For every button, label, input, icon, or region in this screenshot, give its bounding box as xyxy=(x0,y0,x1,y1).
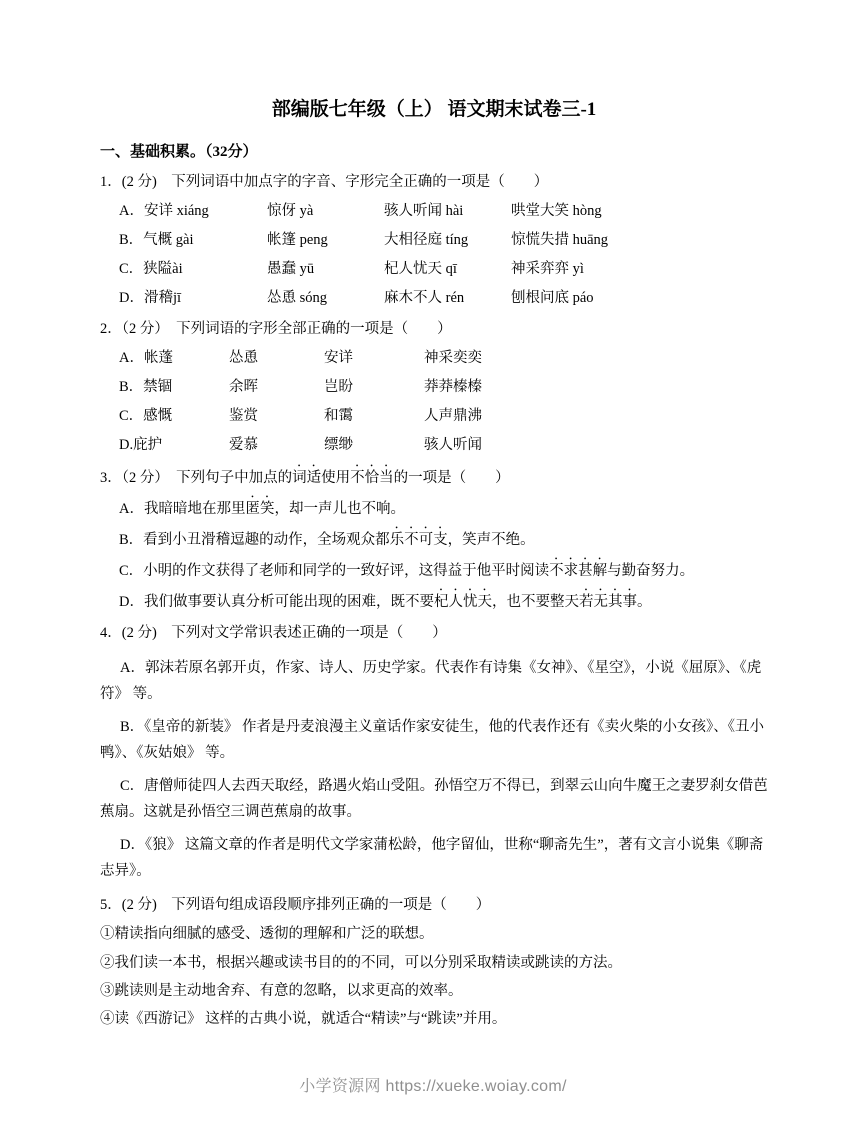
option-cell: 神采奕奕 xyxy=(424,349,482,366)
q5-sentence-2: ②我们读一本书，根据兴趣或读书目的的不同，可以分别采取精读或跳读的方法。 xyxy=(100,954,622,971)
q1-option-a xyxy=(100,197,768,226)
text-segment: A．我暗暗地在那里 xyxy=(119,500,246,517)
q1-option-c xyxy=(100,255,768,284)
q2-option-c xyxy=(100,402,768,431)
option-cell: 麻木不人 rén xyxy=(384,289,465,306)
q3-option-a xyxy=(100,493,768,524)
text-segment: B．看到小丑滑稽逗趣的动作，全场观众都 xyxy=(119,531,390,548)
q4-option-d: D．《狼》 这篇文章的作者是明代文学家蒲松龄，他字留仙，世称“聊斋先生”，著有文言小说集《聊斋志异》。 xyxy=(100,837,764,880)
q1-option-d xyxy=(100,284,768,313)
q5-sentence-1: ①精读指向细腻的感受、透彻的理解和广泛的联想。 xyxy=(100,926,434,943)
option-cell: 莽莽榛榛 xyxy=(424,378,482,395)
option-cell: 骇人听闻 xyxy=(424,436,482,453)
option-cell: 惊伢 yà xyxy=(267,202,314,219)
emphasized-word: 匿笑 xyxy=(245,500,275,517)
q4-option-c: C．唐僧师徒四人去西天取经，路遇火焰山受阻。孙悟空万不得已，到翠云山向牛魔王之妻罗刹女借芭蕉扇。这就是孙悟空三调芭蕉扇的故事。 xyxy=(100,777,768,820)
section-heading: 一、基础积累。（32分） xyxy=(100,143,258,160)
page-title: 部编版七年级（上） 语文期末试卷三-1 xyxy=(271,99,597,120)
text-segment: 。 xyxy=(636,593,652,610)
q2-option-a xyxy=(100,344,768,373)
option-cell: 怂恿 sóng xyxy=(267,289,328,306)
text-segment: C．小明的作文获得了老师和同学的一致好评，这得益于他平时阅读 xyxy=(119,562,550,579)
option-cell: 安详 xyxy=(324,349,353,366)
option-cell: 缥缈 xyxy=(324,436,353,453)
option-cell: 大相径庭 tíng xyxy=(384,231,469,248)
option-cell: A．帐蓬 xyxy=(119,349,173,366)
q3-stem xyxy=(100,462,768,493)
option-cell: 怂恿 xyxy=(229,349,258,366)
option-cell: 鉴赏 xyxy=(229,407,258,424)
option-cell: C．狭隘ài xyxy=(119,260,183,277)
option-cell: D．滑稽jī xyxy=(119,289,182,306)
option-cell: B．气概 gài xyxy=(119,231,194,248)
option-cell: D.庇护 xyxy=(119,436,163,453)
option-cell: 骇人听闻 hài xyxy=(384,202,464,219)
option-cell: 人声鼎沸 xyxy=(424,407,482,424)
option-cell: 帐篷 peng xyxy=(267,231,328,248)
option-cell: 神采弈弈 yì xyxy=(511,260,584,277)
emphasized-word: 词适 xyxy=(292,469,322,486)
text-segment: ，笑声不绝。 xyxy=(447,531,535,548)
option-cell: A．安详 xiáng xyxy=(119,202,209,219)
q5-stem: 5．(2 分) 下列语句组成语段顺序排列正确的一项是（ ） xyxy=(100,897,491,914)
q2-option-b xyxy=(100,373,768,402)
q4-option-a: A．郭沫若原名郭开贞，作家、诗人、历史学家。代表作有诗集《女神》、《星空》，小说《屈原》、《虎符》 等。 xyxy=(100,659,762,702)
q5-sentence-4: ④读《西游记》 这样的古典小说，就适合“精读”与“跳读”并用。 xyxy=(100,1011,507,1028)
text-segment: 的一项是（ ） xyxy=(393,469,510,486)
text-segment: 3．（2 分） 下列句子中加点的 xyxy=(100,469,293,486)
option-cell: 岂盼 xyxy=(324,378,353,395)
text-segment: ，也不要整天 xyxy=(491,593,579,610)
site-watermark: 小学资源网 https://xueke.woiay.com/ xyxy=(299,1078,567,1095)
text-segment: 与勤奋努力。 xyxy=(607,562,695,579)
text-segment: D．我们做事要认真分析可能出现的困难，既不要 xyxy=(119,593,434,610)
q1-stem: 1．(2 分) 下列词语中加点字的字音、字形完全正确的一项是（ ） xyxy=(100,173,549,190)
q2-options xyxy=(100,344,768,460)
text-segment: 使用 xyxy=(321,469,351,486)
option-cell: 刨根问底 páo xyxy=(511,289,594,306)
q5-sentence-3: ③跳读则是主动地舍弃、有意的忽略，以求更高的效率。 xyxy=(100,982,463,999)
option-cell: 和霭 xyxy=(324,407,353,424)
emphasized-word: 不恰当 xyxy=(350,469,394,486)
q3-option-c xyxy=(100,555,768,586)
option-cell: C．感慨 xyxy=(119,407,173,424)
option-cell: B．禁锢 xyxy=(119,378,173,395)
option-cell: 惊慌失措 huāng xyxy=(511,231,609,248)
q4-option-b: B．《皇帝的新装》 作者是丹麦浪漫主义童话作家安徒生，他的代表作还有《卖火柴的小女孩》、《丑小鸭》、《灰姑娘》 等。 xyxy=(100,718,765,761)
option-cell: 爱慕 xyxy=(229,436,258,453)
q4-stem: 4．(2 分) 下列对文学常识表述正确的一项是（ ） xyxy=(100,624,447,641)
emphasized-word: 不求甚解 xyxy=(549,562,608,579)
q1-options xyxy=(100,197,768,313)
emphasized-word: 杞人忧天 xyxy=(433,593,492,610)
q3-option-b xyxy=(100,524,768,555)
q2-stem: 2．（2 分） 下列词语的字形全部正确的一项是（ ） xyxy=(100,320,452,337)
emphasized-word: 乐不可支 xyxy=(389,531,448,548)
q2-option-d xyxy=(100,431,768,460)
q3-option-d xyxy=(100,586,768,617)
emphasized-word: 若无其事 xyxy=(578,593,637,610)
text-segment: ，却一声儿也不响。 xyxy=(274,500,405,517)
option-cell: 愚蠢 yū xyxy=(267,260,315,277)
option-cell: 杞人忧天 qī xyxy=(384,260,457,277)
option-cell: 余晖 xyxy=(229,378,258,395)
option-cell: 哄堂大笑 hòng xyxy=(511,202,602,219)
q1-option-b xyxy=(100,226,768,255)
